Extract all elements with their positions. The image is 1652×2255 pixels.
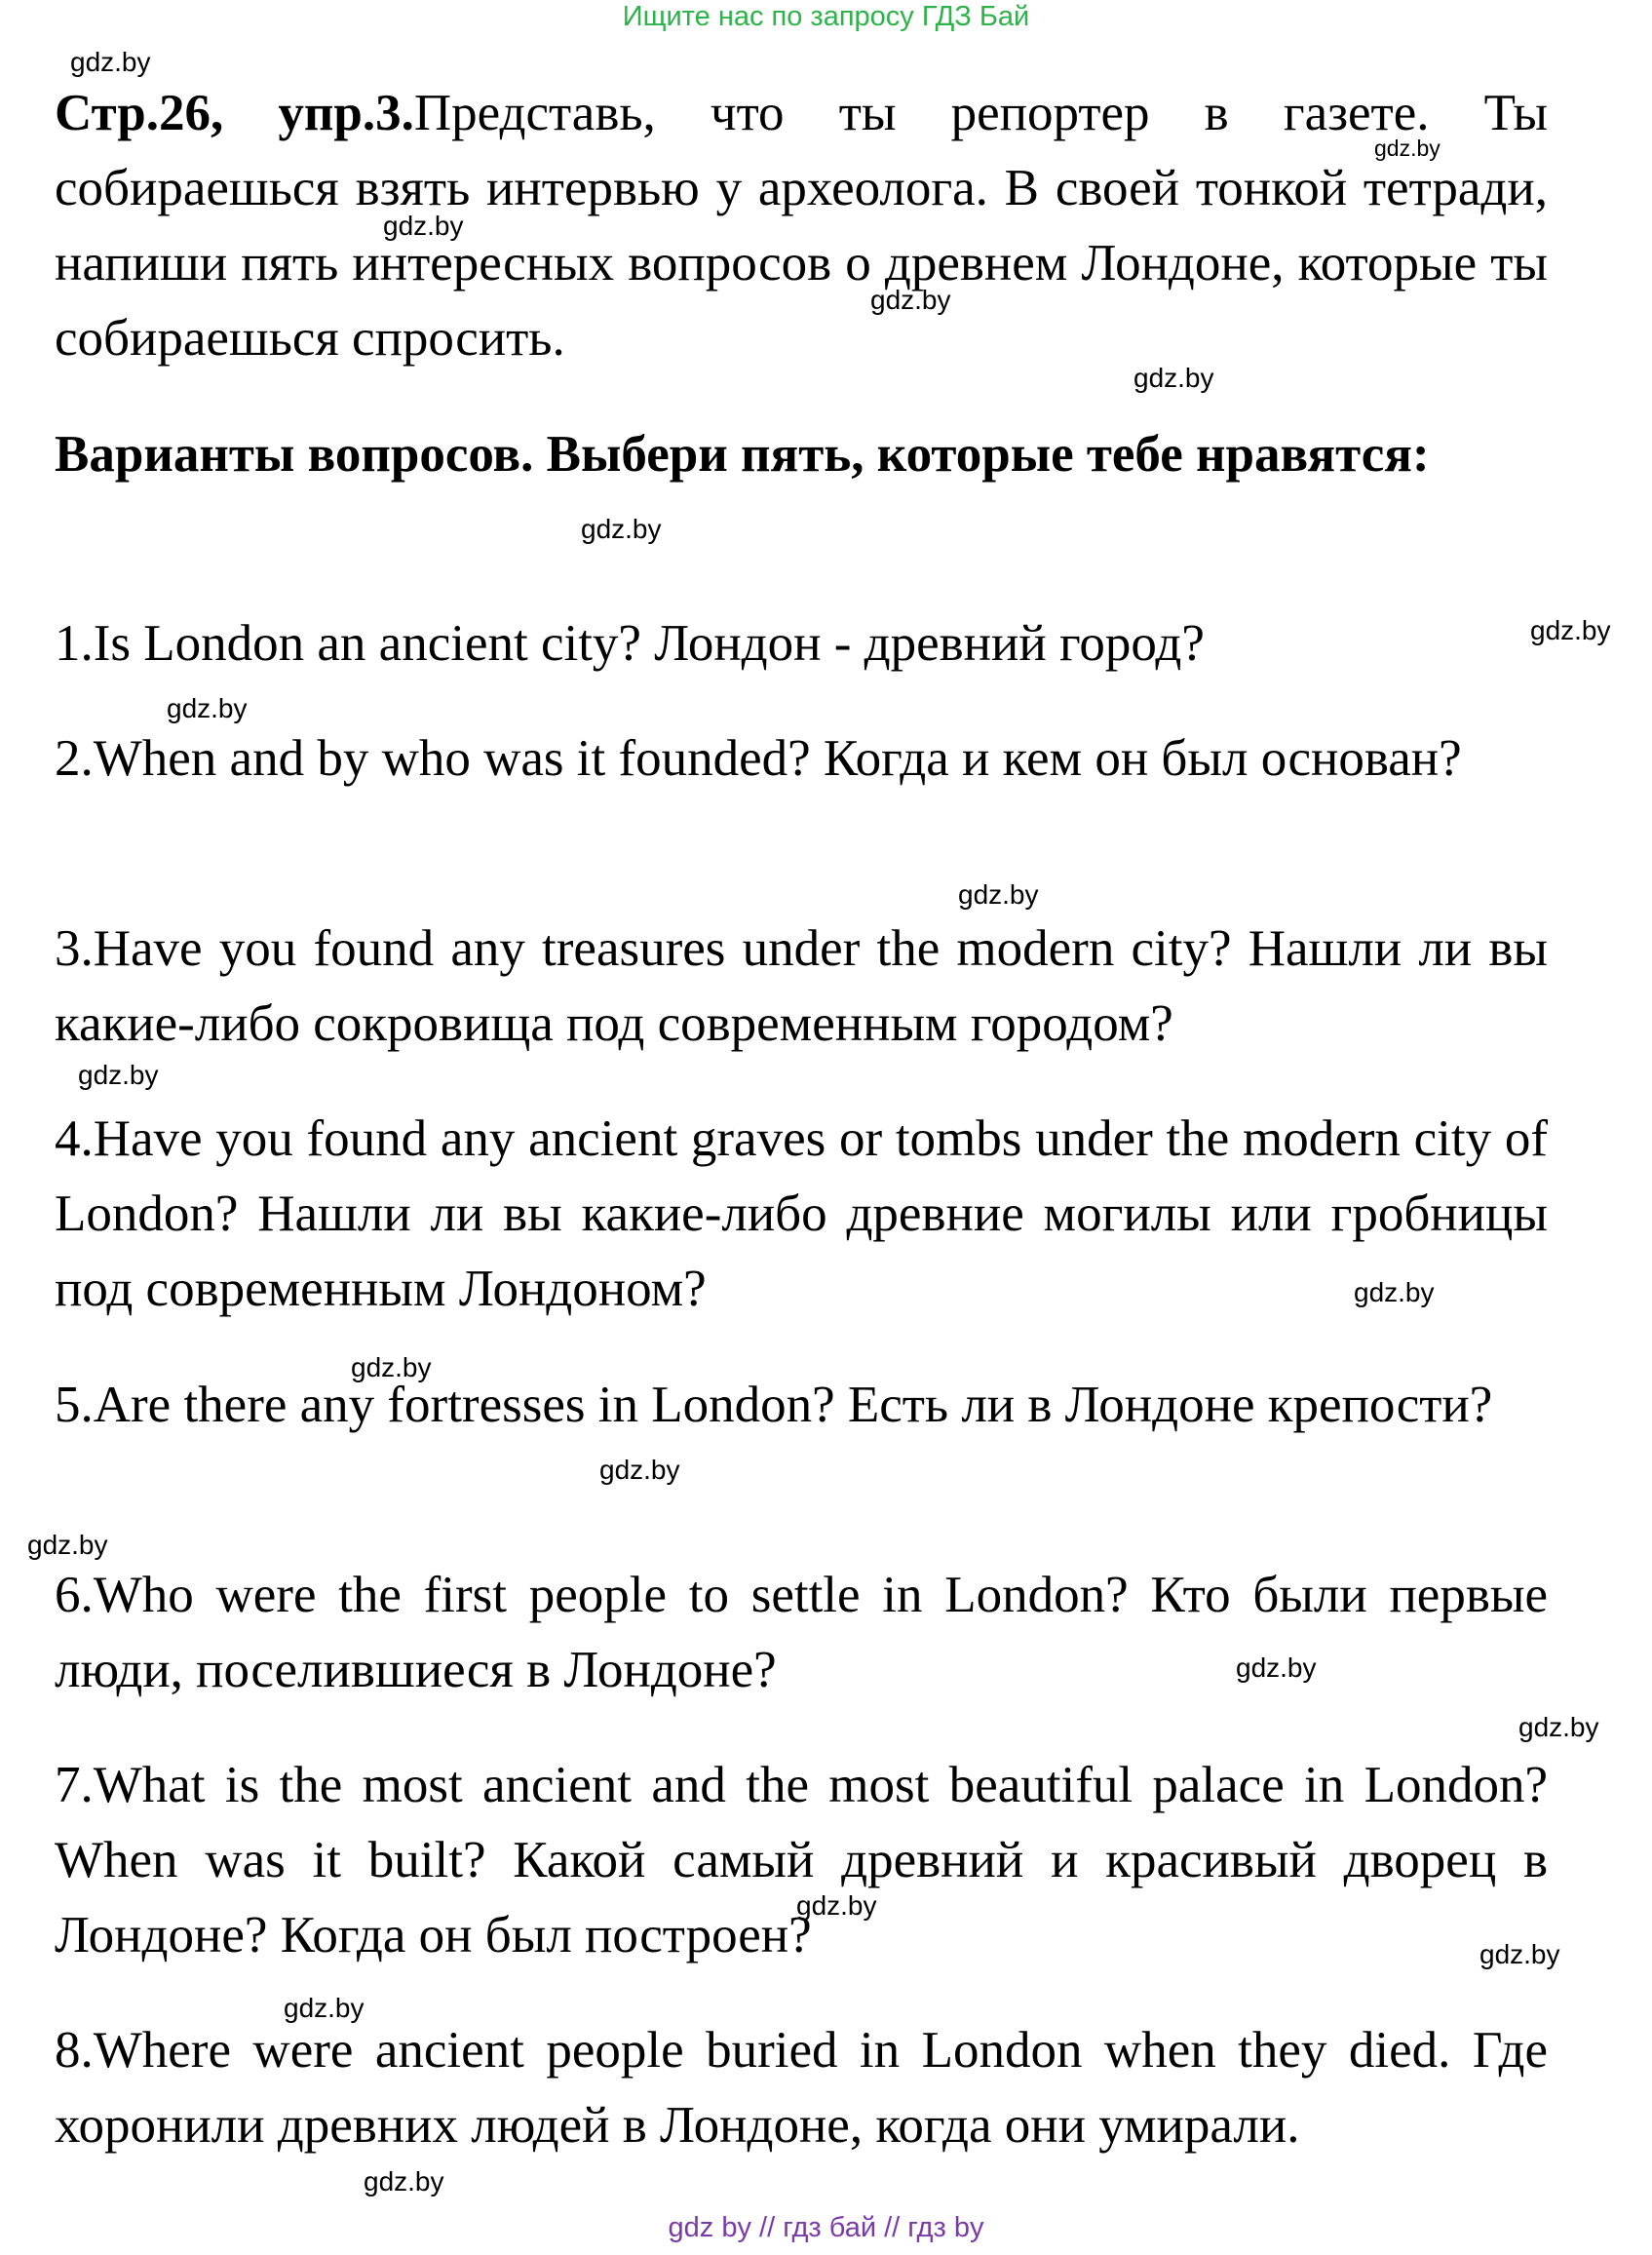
- watermark: gdz.by: [167, 693, 248, 723]
- watermark: gdz.by: [78, 1060, 159, 1090]
- question-item: 6.Who were the first people to settle in London? Кто были первые люди, поселившиеся в Лондоне?: [55, 1567, 1548, 1698]
- task-text: Представь, что ты репортер в газете. Ты собираешься взять интервью у археолога. В своей тонкой тетради, напиши пять интересных вопросов о древнем Лондоне, которые ты собираешься спросить.: [55, 85, 1548, 367]
- watermark: gdz.by: [599, 1455, 680, 1485]
- question-item: 3.Have you found any treasures under the modern city? Нашли ли вы какие-либо сокровища под современным городом?: [55, 920, 1548, 1052]
- watermark: gdz.by: [351, 1352, 432, 1382]
- question-item: 8.Where were ancient people buried in London when they died. Где хоронили древних людей в Лондоне, когда они умирали.: [55, 2022, 1548, 2154]
- watermark: gdz.by: [364, 2166, 444, 2197]
- footer-links: gdz by // гдз бай // гдз by: [668, 2212, 984, 2243]
- watermark: gdz.by: [581, 514, 662, 544]
- variants-heading: Варианты вопросов. Выбери пять, которые тебе нравятся:: [55, 426, 1430, 483]
- watermark: gdz.by: [1518, 1712, 1599, 1742]
- watermark: gdz.by: [1354, 1277, 1435, 1307]
- watermark: gdz.by: [284, 1993, 365, 2023]
- watermark: gdz.by: [870, 285, 951, 315]
- question-item: 4.Have you found any ancient graves or tombs under the modern city of London? Нашли ли вы какие-либо древние могилы или гробницы под современным Лондоном?: [55, 1110, 1548, 1317]
- watermark: gdz.by: [796, 1890, 877, 1921]
- question-item: 5.Are there any fortresses in London? Есть ли в Лондоне крепости?: [55, 1377, 1493, 1433]
- watermark: gdz.by: [27, 1530, 108, 1560]
- watermark: gdz.by: [1236, 1652, 1317, 1683]
- watermark: gdz.by: [1374, 136, 1441, 161]
- watermark: gdz.by: [958, 879, 1039, 910]
- question-item: 2.When and by who was it founded? Когда и кем он был основан?: [55, 730, 1462, 787]
- watermark: gdz.by: [70, 47, 151, 77]
- watermark: gdz.by: [1530, 615, 1611, 645]
- task-reference: Стр.26, упр.3.: [55, 85, 414, 141]
- watermark: gdz.by: [1133, 363, 1214, 393]
- task-paragraph: [55, 76, 1548, 376]
- question-item: 1.Is London an ancient city? Лондон - древний город?: [55, 615, 1205, 672]
- watermark: gdz.by: [383, 211, 464, 241]
- top-banner: Ищите нас по запросу ГДЗ Бай: [622, 1, 1030, 32]
- watermark: gdz.by: [1479, 1939, 1560, 1969]
- question-item: 7.What is the most ancient and the most beautiful palace in London? When was it built? Какой самый древний и красивый дворец в Лондоне? Когда он был построен?: [55, 1757, 1548, 1963]
